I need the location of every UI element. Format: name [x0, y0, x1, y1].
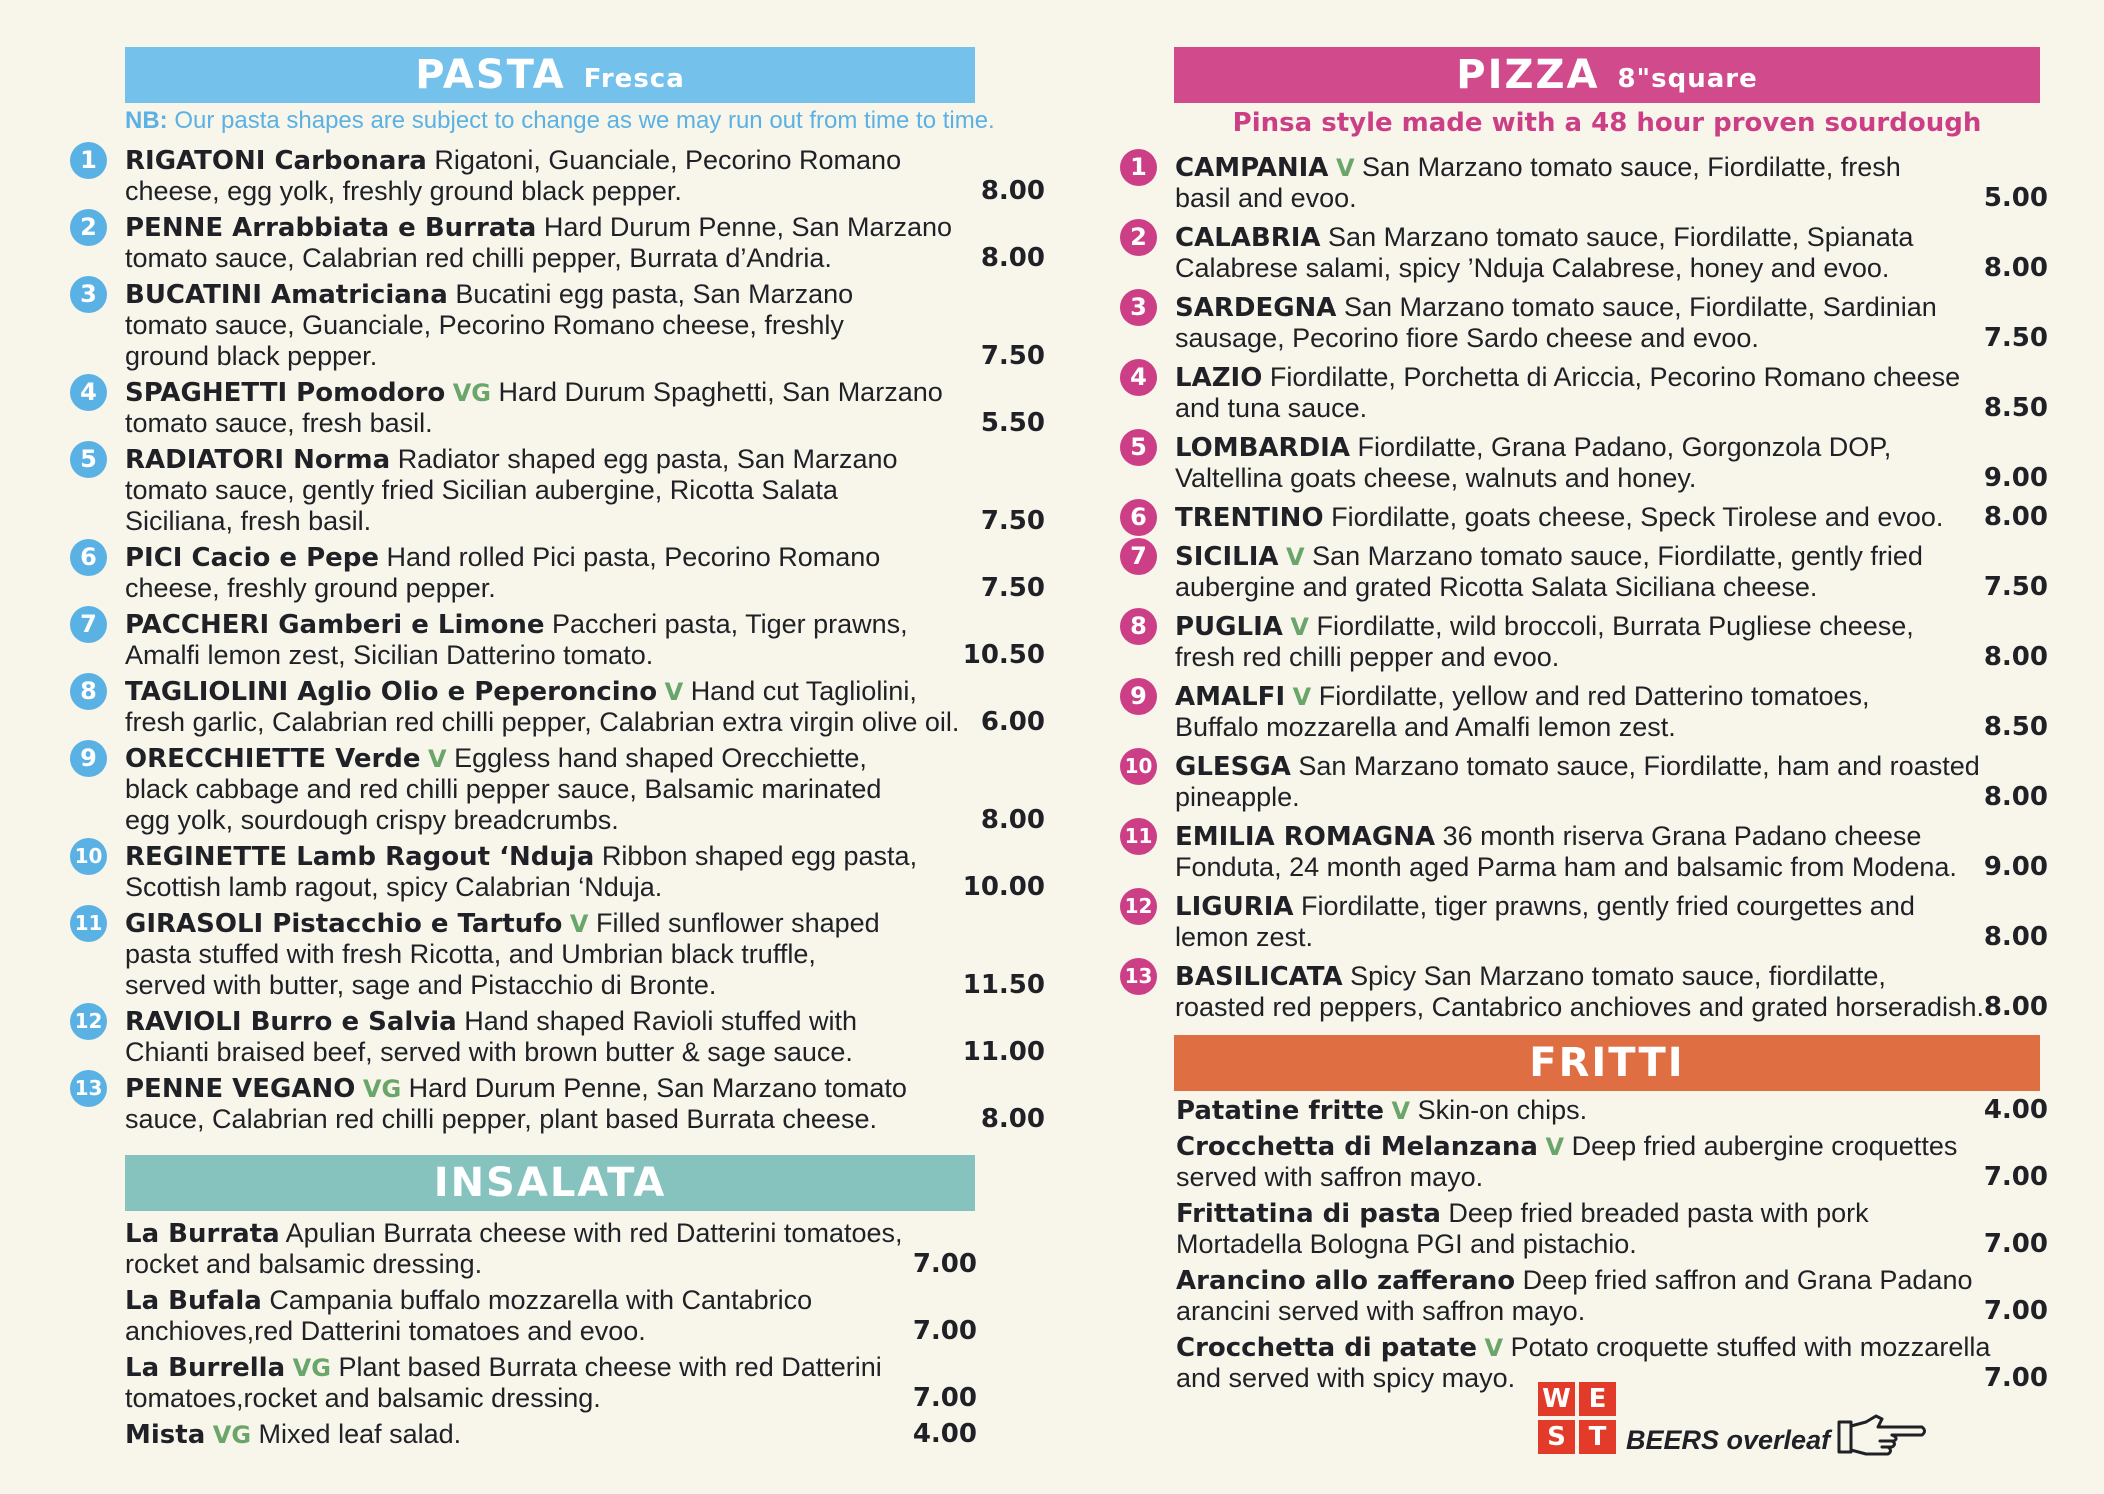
item-price: 8.00	[1983, 642, 2048, 672]
beers-overleaf-text: BEERS overleaf	[1626, 1425, 1831, 1455]
item-description: San Marzano tomato sauce, Fiordilatte, fresh	[1362, 152, 1901, 182]
item-name: PENNE Arrabbiata e Burrata	[125, 213, 537, 243]
pasta-item	[70, 279, 1045, 372]
item-description: Fiordilatte, yellow and red Datterino tomatoes,	[1318, 681, 1870, 711]
item-description: Valtellina goats cheese, walnuts and honey.	[1175, 463, 1697, 493]
item-price: 5.00	[1983, 183, 2048, 213]
item-name: Arancino allo zafferano	[1176, 1266, 1516, 1296]
item-number-badge: 11	[1120, 818, 1157, 855]
pizza-item	[1120, 502, 2048, 533]
item-price: 9.00	[1983, 463, 2048, 493]
item-number-badge: 3	[1120, 289, 1157, 326]
west-logo-letter: E	[1579, 1382, 1616, 1416]
west-logo	[1538, 1382, 1616, 1454]
item-price: 7.00	[912, 1249, 977, 1279]
item-number-badge: 8	[70, 673, 107, 710]
item-number-badge: 12	[1120, 888, 1157, 925]
diet-badge: V	[428, 745, 447, 773]
item-number-badge: 4	[70, 374, 107, 411]
item-name: RAVIOLI Burro e Salvia	[125, 1007, 457, 1037]
item-number-badge: 6	[1120, 499, 1157, 536]
item-description: Bucatini egg pasta, San Marzano	[455, 279, 854, 309]
pizza-tagline: Pinsa style made with a 48 hour proven sourdough	[1232, 108, 1982, 138]
item-description: lemon zest.	[1175, 922, 1314, 952]
item-price: 8.00	[980, 805, 1045, 835]
item-description: served with butter, sage and Pistacchio di Bronte.	[125, 970, 717, 1000]
item-description: Fiordilatte, wild broccoli, Burrata Pugliese cheese,	[1316, 611, 1914, 641]
item-description: tomato sauce, Calabrian red chilli pepper, Burrata d’Andria.	[125, 243, 832, 273]
item-description: tomato sauce, fresh basil.	[125, 408, 433, 438]
item-number-badge: 7	[1120, 538, 1157, 575]
item-description: arancini served with saffron mayo.	[1176, 1296, 1586, 1326]
item-description: San Marzano tomato sauce, Fiordilatte, Sardinian	[1343, 292, 1937, 322]
item-description: roasted red peppers, Cantabrico anchioves and grated horseradish.	[1175, 992, 1984, 1022]
pasta-item	[70, 1006, 1045, 1068]
item-name: LOMBARDIA	[1175, 433, 1350, 463]
item-name: Frittatina di pasta	[1176, 1199, 1441, 1229]
pizza-item	[1120, 751, 2048, 813]
item-description: Deep fried saffron and Grana Padano	[1522, 1265, 1973, 1295]
fritti-banner	[1174, 1035, 2040, 1091]
item-price: 7.00	[1983, 1363, 2048, 1393]
item-description: Fiordilatte, goats cheese, Speck Tirolese and evoo.	[1331, 502, 1944, 532]
item-description: Hard Durum Penne, San Marzano	[543, 212, 953, 242]
item-description: Hand cut Tagliolini,	[690, 676, 917, 706]
pointing-hand-icon	[1836, 1410, 1928, 1467]
item-number-badge: 2	[70, 209, 107, 246]
item-name: CAMPANIA	[1175, 153, 1329, 183]
item-description: anchioves,red Datterini tomatoes and evoo.	[125, 1316, 646, 1346]
pasta-item	[70, 676, 1045, 738]
item-price: 8.50	[1983, 393, 2048, 423]
fritti-title: FRITTI	[1529, 1040, 1685, 1086]
item-name: CALABRIA	[1175, 223, 1321, 253]
pasta-item	[70, 377, 1045, 439]
item-description: sausage, Pecorino fiore Sardo cheese and evoo.	[1175, 323, 1759, 353]
item-price: 5.50	[980, 408, 1045, 438]
item-name: REGINETTE Lamb Ragout ‘Nduja	[125, 842, 595, 872]
diet-badge: V	[1335, 154, 1355, 182]
item-price: 6.00	[980, 707, 1045, 737]
item-number-badge: 3	[70, 276, 107, 313]
item-name: EMILIA ROMAGNA	[1175, 822, 1436, 852]
item-price: 11.50	[962, 970, 1045, 1000]
item-description: 36 month riserva Grana Padano cheese	[1442, 821, 1922, 851]
item-price: 10.50	[962, 640, 1045, 670]
item-description: rocket and balsamic dressing.	[125, 1249, 483, 1279]
item-price: 7.00	[1983, 1296, 2048, 1326]
item-number-badge: 5	[70, 441, 107, 478]
pasta-subtitle: Fresca	[583, 64, 685, 94]
item-description: Fiordilatte, Porchetta di Ariccia, Pecorino Romano cheese	[1269, 362, 1961, 392]
item-description: Deep fried breaded pasta with pork	[1448, 1198, 1869, 1228]
item-number-badge: 9	[1120, 678, 1157, 715]
pasta-item	[70, 908, 1045, 1001]
item-description: San Marzano tomato sauce, Fiordilatte, gently fried	[1312, 541, 1923, 571]
pizza-item	[1120, 222, 2048, 284]
item-description: Fiordilatte, Grana Padano, Gorgonzola DOP,	[1357, 432, 1892, 462]
item-description: and served with spicy mayo.	[1176, 1363, 1516, 1393]
item-name: Crocchetta di Melanzana	[1176, 1132, 1538, 1162]
pizza-subtitle: 8"square	[1617, 64, 1758, 94]
pasta-note-text: Our pasta shapes are subject to change as we may run out from time to time.	[174, 107, 995, 134]
item-description: Scottish lamb ragout, spicy Calabrian ‘Nduja.	[125, 872, 663, 902]
pizza-item	[1120, 152, 2048, 214]
item-description: Hand shaped Ravioli stuffed with	[464, 1006, 857, 1036]
item-description: Filled sunflower shaped	[596, 908, 880, 938]
diet-badge: V	[1391, 1097, 1411, 1125]
item-number-badge: 5	[1120, 429, 1157, 466]
item-name: Mista	[125, 1420, 206, 1450]
item-description: Calabrese salami, spicy ’Nduja Calabrese, honey and evoo.	[1175, 253, 1890, 283]
item-name: TRENTINO	[1175, 503, 1324, 533]
item-name: LIGURIA	[1175, 892, 1294, 922]
item-description: San Marzano tomato sauce, Fiordilatte, ham and roasted	[1298, 751, 1980, 781]
item-name: SARDEGNA	[1175, 293, 1337, 323]
pasta-item	[70, 542, 1045, 604]
item-description: fresh garlic, Calabrian red chilli pepper, Calabrian extra virgin olive oil.	[125, 707, 960, 737]
west-logo-letter: S	[1538, 1420, 1575, 1454]
fritti-item	[1176, 1095, 2048, 1126]
item-price: 8.00	[980, 176, 1045, 206]
item-price: 11.00	[962, 1037, 1045, 1067]
diet-badge: V	[1290, 613, 1309, 641]
item-description: served with saffron mayo.	[1176, 1162, 1484, 1192]
item-name: AMALFI	[1175, 682, 1286, 712]
diet-badge: VG	[362, 1075, 402, 1103]
item-number-badge: 9	[70, 740, 107, 777]
pasta-item	[70, 609, 1045, 671]
fritti-item	[1176, 1131, 2048, 1193]
pasta-item	[70, 1073, 1045, 1135]
item-price: 7.00	[912, 1383, 977, 1413]
item-price: 8.00	[1983, 922, 2048, 952]
item-description: Deep fried aubergine croquettes	[1571, 1131, 1958, 1161]
item-description: Campania buffalo mozzarella with Cantabrico	[269, 1285, 813, 1315]
item-description: Hard Durum Spaghetti, San Marzano	[498, 377, 943, 407]
pasta-title: PASTA	[415, 52, 566, 98]
item-description: Skin-on chips.	[1417, 1095, 1588, 1125]
pasta-banner	[125, 47, 975, 103]
item-description: basil and evoo.	[1175, 183, 1357, 213]
item-description: fresh red chilli pepper and evoo.	[1175, 642, 1560, 672]
diet-badge: VG	[212, 1421, 252, 1449]
pasta-item	[70, 212, 1045, 274]
pizza-item	[1120, 432, 2048, 494]
item-description: Eggless hand shaped Orecchiette,	[454, 743, 867, 773]
item-price: 8.00	[1983, 992, 2048, 1022]
insalata-item	[125, 1419, 980, 1450]
item-price: 8.00	[980, 1104, 1045, 1134]
diet-badge: V	[664, 678, 684, 706]
item-description: Potato croquette stuffed with mozzarella	[1510, 1332, 1991, 1362]
item-description: Rigatoni, Guanciale, Pecorino Romano	[434, 145, 902, 175]
item-number-badge: 10	[70, 838, 107, 875]
pasta-item	[70, 743, 1045, 836]
pizza-item	[1120, 611, 2048, 673]
pizza-title: PIZZA	[1456, 52, 1600, 98]
item-name: La Burrata	[125, 1219, 280, 1249]
insalata-item	[125, 1285, 980, 1347]
diet-badge: V	[569, 910, 589, 938]
item-price: 8.00	[1983, 782, 2048, 812]
item-name: BUCATINI Amatriciana	[125, 280, 448, 310]
item-description: pasta stuffed with fresh Ricotta, and Umbrian black truffle,	[125, 939, 816, 969]
fritti-item	[1176, 1198, 2048, 1260]
item-number-badge: 10	[1120, 748, 1157, 785]
item-description: cheese, freshly ground pepper.	[125, 573, 496, 603]
item-number-badge: 8	[1120, 608, 1157, 645]
item-number-badge: 1	[70, 142, 107, 179]
item-description: sauce, Calabrian red chilli pepper, plant based Burrata cheese.	[125, 1104, 877, 1134]
item-price: 7.00	[912, 1316, 977, 1346]
item-description: Plant based Burrata cheese with red Datterini	[338, 1352, 882, 1382]
item-description: Mortadella Bologna PGI and pistachio.	[1176, 1229, 1637, 1259]
item-name: PICI Cacio e Pepe	[125, 543, 380, 573]
insalata-title: INSALATA	[433, 1160, 667, 1206]
item-description: Ribbon shaped egg pasta,	[601, 841, 918, 871]
item-description: Radiator shaped egg pasta, San Marzano	[397, 444, 898, 474]
item-name: TAGLIOLINI Aglio Olio e Peperoncino	[125, 677, 658, 707]
item-number-badge: 11	[70, 905, 107, 942]
pizza-item	[1120, 681, 2048, 743]
item-description: Paccheri pasta, Tiger prawns,	[552, 609, 908, 639]
item-number-badge: 7	[70, 606, 107, 643]
insalata-item	[125, 1352, 980, 1414]
item-name: LAZIO	[1175, 363, 1263, 393]
item-name: PACCHERI Gamberi e Limone	[125, 610, 545, 640]
item-description: aubergine and grated Ricotta Salata Siciliana cheese.	[1175, 572, 1818, 602]
item-description: San Marzano tomato sauce, Fiordilatte, Spianata	[1328, 222, 1914, 252]
item-price: 9.00	[1983, 852, 2048, 882]
item-description: black cabbage and red chilli pepper sauce, Balsamic marinated	[125, 774, 882, 804]
item-price: 4.00	[1983, 1095, 2048, 1125]
pasta-item	[70, 841, 1045, 903]
item-name: SPAGHETTI Pomodoro	[125, 378, 446, 408]
item-name: ORECCHIETTE Verde	[125, 744, 421, 774]
item-description: cheese, egg yolk, freshly ground black pepper.	[125, 176, 682, 206]
item-description: ground black pepper.	[125, 341, 378, 371]
item-name: Patatine fritte	[1176, 1096, 1384, 1126]
pasta-item	[70, 145, 1045, 207]
pasta-item	[70, 444, 1045, 537]
item-price: 4.00	[912, 1419, 977, 1449]
item-description: tomato sauce, gently fried Sicilian aubergine, Ricotta Salata	[125, 475, 838, 505]
pizza-item	[1120, 292, 2048, 354]
item-price: 7.00	[1983, 1162, 2048, 1192]
pasta-note	[125, 107, 995, 135]
item-description: tomato sauce, Guanciale, Pecorino Romano cheese, freshly	[125, 310, 844, 340]
insalata-item	[125, 1218, 980, 1280]
item-description: Fiordilatte, tiger prawns, gently fried courgettes and	[1301, 891, 1915, 921]
item-description: Siciliana, fresh basil.	[125, 506, 372, 536]
item-price: 10.00	[962, 872, 1045, 902]
item-number-badge: 2	[1120, 219, 1157, 256]
pizza-item	[1120, 891, 2048, 953]
item-name: RADIATORI Norma	[125, 445, 391, 475]
item-description: Hard Durum Penne, San Marzano tomato	[408, 1073, 907, 1103]
item-name: BASILICATA	[1175, 962, 1343, 992]
west-logo-letter: T	[1579, 1420, 1616, 1454]
item-name: SICILIA	[1175, 542, 1279, 572]
item-price: 7.50	[1983, 323, 2048, 353]
item-price: 7.50	[1983, 572, 2048, 602]
item-description: Buffalo mozzarella and Amalfi lemon zest.	[1175, 712, 1676, 742]
item-price: 7.50	[980, 341, 1045, 371]
item-number-badge: 4	[1120, 359, 1157, 396]
item-number-badge: 1	[1120, 149, 1157, 186]
item-name: GIRASOLI Pistacchio e Tartufo	[125, 909, 563, 939]
item-price: 8.00	[1983, 502, 2048, 532]
pizza-banner	[1174, 47, 2040, 103]
item-description: and tuna sauce.	[1175, 393, 1368, 423]
item-number-badge: 13	[70, 1070, 107, 1107]
item-description: Spicy San Marzano tomato sauce, fiordilatte,	[1350, 961, 1886, 991]
item-description: pineapple.	[1175, 782, 1300, 812]
west-logo-letter: W	[1538, 1382, 1575, 1416]
item-number-badge: 13	[1120, 958, 1157, 995]
item-price: 8.00	[1983, 253, 2048, 283]
item-description: Apulian Burrata cheese with red Datterini tomatoes,	[285, 1218, 903, 1248]
pizza-item	[1120, 541, 2048, 603]
item-description: Amalfi lemon zest, Sicilian Datterino tomato.	[125, 640, 654, 670]
item-description: Chianti braised beef, served with brown butter & sage sauce.	[125, 1037, 853, 1067]
diet-badge: V	[1545, 1133, 1565, 1161]
pasta-note-prefix: NB:	[125, 107, 168, 134]
item-price: 8.00	[980, 243, 1045, 273]
item-description: Mixed leaf salad.	[258, 1419, 462, 1449]
insalata-banner	[125, 1155, 975, 1211]
item-price: 8.50	[1983, 712, 2048, 742]
item-price: 7.00	[1983, 1229, 2048, 1259]
item-description: tomatoes,rocket and balsamic dressing.	[125, 1383, 601, 1413]
diet-badge: V	[1484, 1334, 1504, 1362]
item-number-badge: 12	[70, 1003, 107, 1040]
item-description: Fonduta, 24 month aged Parma ham and balsamic from Modena.	[1175, 852, 1957, 882]
item-name: Crocchetta di patate	[1176, 1333, 1477, 1363]
item-name: GLESGA	[1175, 752, 1291, 782]
item-name: PENNE VEGANO	[125, 1074, 356, 1104]
diet-badge: V	[1286, 543, 1305, 571]
fritti-item	[1176, 1265, 2048, 1327]
item-description: Hand rolled Pici pasta, Pecorino Romano	[386, 542, 881, 572]
item-number-badge: 6	[70, 539, 107, 576]
item-name: RIGATONI Carbonara	[125, 146, 427, 176]
item-name: La Burrella	[125, 1353, 286, 1383]
item-description: egg yolk, sourdough crispy breadcrumbs.	[125, 805, 619, 835]
pizza-item	[1120, 362, 2048, 424]
item-name: La Bufala	[125, 1286, 262, 1316]
item-price: 7.50	[980, 573, 1045, 603]
diet-badge: V	[1292, 683, 1312, 711]
pizza-item	[1120, 961, 2048, 1023]
pizza-item	[1120, 821, 2048, 883]
item-price: 7.50	[980, 506, 1045, 536]
diet-badge: VG	[292, 1354, 331, 1382]
diet-badge: VG	[452, 379, 491, 407]
item-name: PUGLIA	[1175, 612, 1283, 642]
